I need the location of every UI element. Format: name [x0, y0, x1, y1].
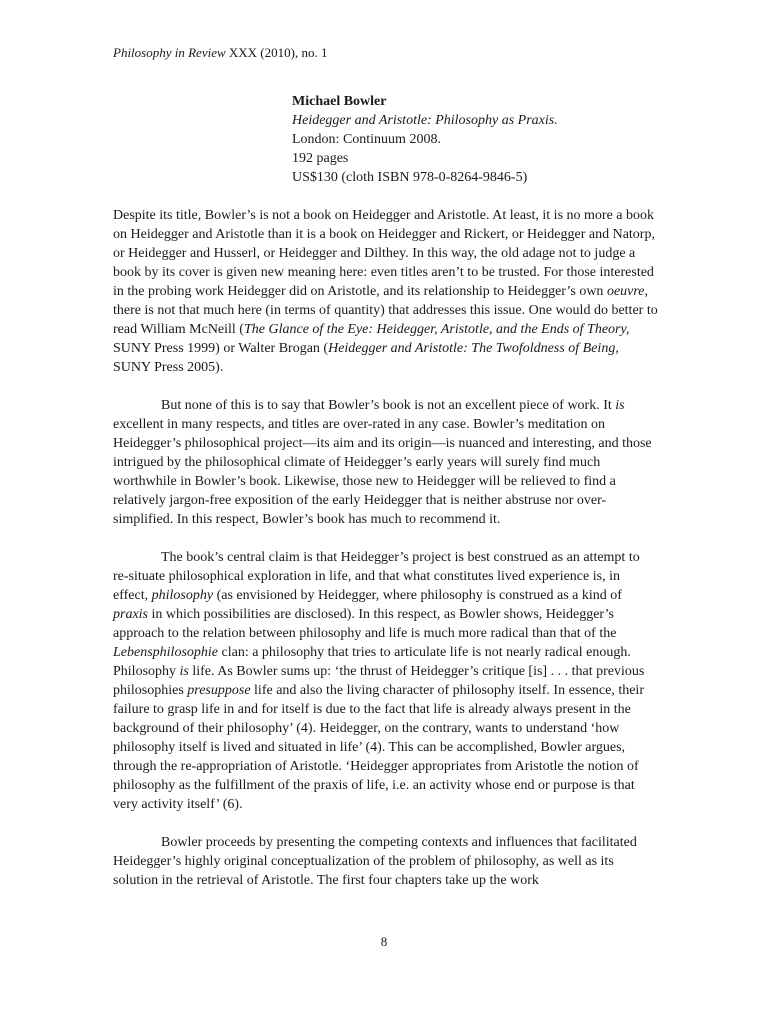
text-run: excellent in many respects, and titles are over-rated in any case. Bowler’s meditation on Heidegger’s philosophical project—its aim and its origin—is nuanced and interesting, and those intrigued by the philosophical climate of Heidegger’s early years will surely find much worthwhile in Bowler’s book. Likewise, those new to Heidegger will be relieved to find a relatively jargon-free exposition of the early Heidegger that is neither abstruse nor over-simplified. In this respect, Bowler’s book has much to recommend it. [113, 417, 652, 527]
text-run: The book’s central claim is that Heidegger’s project is best construed as an attempt to re-situate philosophical exploration in life, and that what constitutes lived experience is, in effect, [113, 550, 640, 603]
text-run: (as envisioned by Heidegger, where philosophy is construed as a kind of [213, 588, 622, 603]
text-run: clan: a philosophy that tries to articulate life is not nearly radical enough. Philosophy [113, 645, 631, 679]
text-run: SUNY Press 1999) or Walter Brogan ( [113, 341, 329, 356]
italic-run: philosophy [151, 588, 214, 603]
price: US$130 (cloth ISBN 978-0-8264-9846-5) [292, 170, 528, 185]
journal-title: Philosophy in Review [113, 45, 226, 60]
review-citation [292, 92, 558, 187]
italic-run: is [179, 664, 189, 679]
italic-run: is [615, 398, 625, 413]
italic-run: Heidegger and Aristotle: The Twofoldness of Being, [328, 341, 619, 356]
italic-run: The Glance of the Eye: Heidegger, Aristotle, and the Ends of Theory, [243, 322, 630, 337]
publisher: London: Continuum 2008. [292, 132, 441, 147]
italic-run: praxis [113, 607, 148, 622]
paragraph [113, 396, 658, 529]
page-count: 192 pages [292, 151, 349, 166]
text-run: , there is not that much here (in terms of quantity) that addresses this issue. One would do better to read William McNeill ( [113, 284, 658, 337]
text-run: But none of this is to say that Bowler’s book is not an excellent piece of work. It [161, 398, 616, 413]
paragraph [113, 548, 658, 814]
text-run: Despite its title, Bowler’s is not a book on Heidegger and Aristotle. At least, it is no more a book on Heidegger and Aristotle than it is a book on Heidegger and Rickert, or Heidegger and Natorp, or Heidegger and Husserl, or Heidegger and Dilthey. In this way, the old adage not to judge a book by its cover is given new meaning here: even titles aren’t to be trusted. For those interested in the probing work Heidegger did on Aristotle, and its relationship to Heidegger’s own [113, 208, 655, 299]
italic-run: Lebensphilosophie [113, 645, 218, 660]
paragraph [113, 206, 658, 377]
text-run: life and also the living character of philosophy itself. In essence, their failure to grasp life in and for itself is due to the fact that life is already always present in the background of their philosophy’ (4). Heidegger, on the contrary, wants to understand ‘how philosophy itself is lived and situated in life’ (4). This can be accomplished, Bowler argues, through the re-appropriation of Aristotle. ‘Heidegger appropriates from Aristotle the notion of philosophy as the fulfillment of the praxis of life, i.e. an activity whose end or purpose is that very activity itself’ (6). [113, 683, 644, 812]
journal-issue: XXX (2010), no. 1 [225, 45, 328, 60]
text-run: in which possibilities are disclosed). In this respect, as Bowler shows, Heidegger’s approach to the relation between philosophy and life is much more radical than that of the [113, 607, 617, 641]
text-run: life. As Bowler sums up: ‘the thrust of Heidegger’s critique [is] . . . that previous philosophies [113, 664, 645, 698]
italic-run: presuppose [187, 683, 251, 698]
paragraph [113, 833, 658, 890]
review-author: Michael Bowler [292, 94, 387, 109]
book-title: Heidegger and Aristotle: Philosophy as Praxis. [292, 113, 558, 128]
italic-run: oeuvre [606, 284, 645, 299]
page-number: 8 [380, 934, 388, 949]
text-run: Bowler proceeds by presenting the competing contexts and influences that facilitated Heidegger’s highly original conceptualization of the problem of philosophy, as well as its solution in the retrieval of Aristotle. The first four chapters take up the work [113, 835, 637, 888]
review-body [113, 206, 658, 909]
text-run: SUNY Press 2005). [113, 360, 224, 375]
running-head [113, 44, 327, 61]
